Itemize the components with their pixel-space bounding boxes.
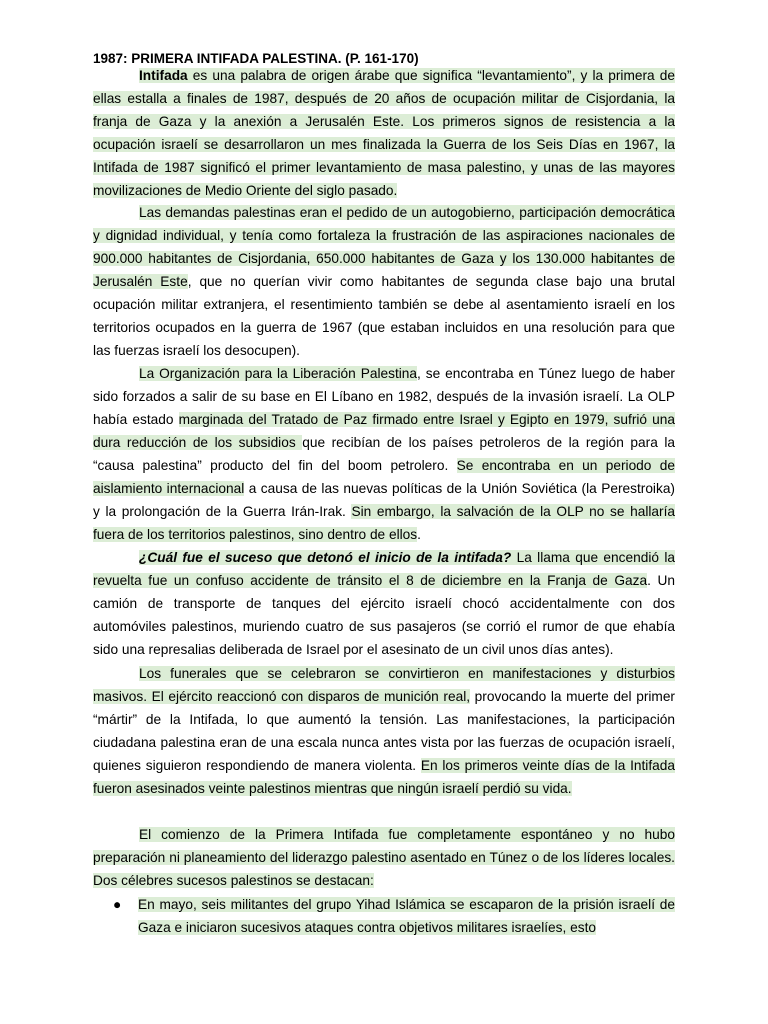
p2-highlight: Las demandas palestinas eran el pedido de un autogobierno, participación democrática y dignidad individual, y tenía como fortaleza la frustración de las aspiraciones nacionales de 900.000 habitantes de Cisjordania, 650.000 habitantes de Gaza y los 130.000 habitantes de Jerusalén Este — [93, 205, 675, 289]
paragraph-trigger — [93, 546, 675, 661]
p5-highlight-1: Los funerales que se celebraron se convirtieron en manifestaciones y disturbios masivos. El ejército reaccionó con disparos de munición real, — [93, 666, 675, 704]
paragraph-demands — [93, 201, 675, 362]
paragraph-funerals — [93, 662, 675, 800]
p4-highlight: La llama que encendió la revuelta fue un confuso accidente de tránsito el 8 de diciembre en la Franja de Gaza — [93, 550, 675, 588]
p6-highlight: El comienzo de la Primera Intifada fue completamente espontáneo y no hubo preparación ni planeamiento del liderazgo palestino asentado en Túnez o de los líderes locales. Dos célebres sucesos palestinos se destacan: — [93, 827, 675, 888]
paragraph-beginning — [93, 823, 675, 892]
bullet-item-text: En mayo, seis militantes del grupo Yihad Islámica se escaparon de la prisión israelí de Gaza e iniciaron sucesivos ataques contra objetivos militares israelíes, esto — [138, 897, 675, 935]
p3-text-3: a causa de las nuevas políticas de la Unión Soviética (la Perestroika) y la prolongación de la Guerra Irán-Irak. — [93, 481, 675, 519]
paragraph-intro — [93, 64, 675, 202]
bullet-item — [138, 893, 675, 939]
document-title: 1987: PRIMERA INTIFADA PALESTINA. (P. 161-170) — [93, 51, 419, 66]
p1-text: es una palabra de origen árabe que significa “levantamiento”, y la primera de ellas estalla a finales de 1987, después de 20 años de ocupación militar de Cisjordania, la franja de Gaza y la anexión a Jerusalén Este. Los primeros signos de resistencia a la ocupación israelí se desarrollaron un mes finalizada la Guerra de los Seis Días en 1967, la Intifada de 1987 significó el primer levantamiento de masa palestino, y unas de las mayores movilizaciones de Medio Oriente del siglo pasado. — [93, 68, 675, 198]
term-intifada: Intifada — [139, 68, 188, 83]
p3-text-2: que recibían de los países petroleros de la región para la “causa palestina” producto del fin del boom petrolero. — [93, 435, 676, 473]
p2-rest: , que no querían vivir como habitantes de segunda clase bajo una brutal ocupación militar extranjera, el resentimiento también se debe al asentamiento israelí en los territorios ocupados en la guerra de 1967 (que estaban incluidos en una resolución para que las fuerzas israelí los desocupen). — [93, 274, 675, 358]
p4-rest: . Un camión de transporte de tanques del ejército israelí chocó accidentalmente con dos automóviles palestinos, muriendo cuatro de sus pasajeros (se corrió el rumor de que ehabía sido una represalias deliberada de Israel por el asesinato de un civil unos días antes). — [93, 573, 675, 657]
p4-question: ¿Cuál fue el suceso que detonó el inicio de la intifada? — [139, 550, 512, 565]
p3-highlight-1: La Organización para la Liberación Palestina — [139, 366, 418, 381]
p3-highlight-3: Se encontraba en un periodo de aislamiento internacional — [93, 458, 675, 496]
p3-highlight-4: Sin embargo, la salvación de la OLP no se hallaría fuera de los territorios palestinos, sino dentro de ellos — [93, 504, 675, 542]
bullet-marker: ● — [113, 897, 122, 912]
p3-highlight-2: marginada del Tratado de Paz firmado entre Israel y Egipto en 1979, sufrió una dura reducción de los subsidios — [93, 412, 675, 450]
p5-text-1: provocando la muerte del primer “mártir” de la Intifada, lo que aumentó la tensión. Las manifestaciones, la participación ciudadana palestina eran de una escala nunca antes vista por las fuerzas de ocupación israelí, quienes siguieron respondiendo de manera violenta. — [93, 689, 675, 773]
paragraph-olp — [93, 362, 675, 546]
p3-text-1: , se encontraba en Túnez luego de haber sido forzados a salir de su base en El Líbano en 1982, después de la invasión israelí. La OLP había estado — [93, 366, 675, 427]
p3-text-4: . — [417, 527, 421, 542]
p5-highlight-2: En los primeros veinte días de la Intifada fueron asesinados veinte palestinos mientras que ningún israelí perdió su vida. — [93, 758, 675, 796]
